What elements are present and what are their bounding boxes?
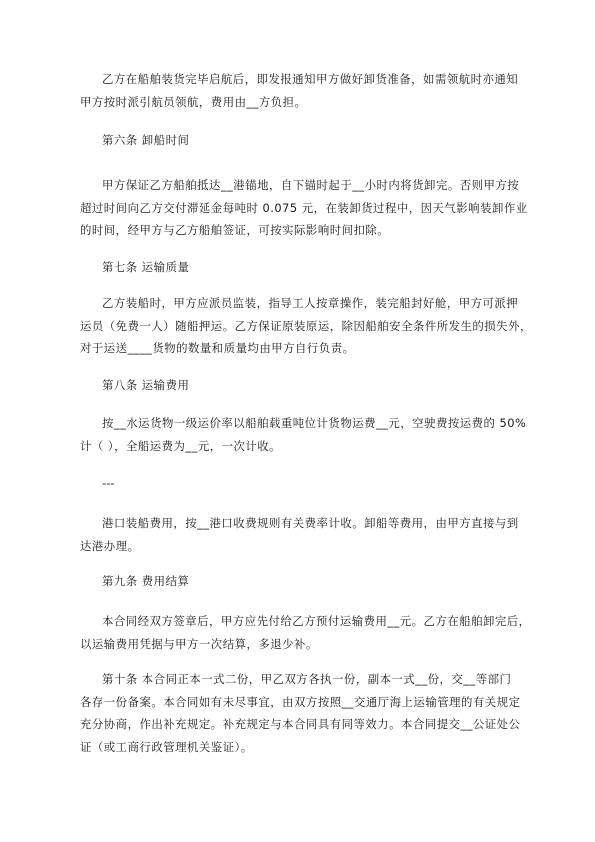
paragraph-fee-settlement <box>80 610 531 655</box>
text-line: 本合同经双方签章后，甲方应先付给乙方预付运输费用__元。乙方在船舶卸完后， <box>102 614 531 628</box>
text-line: 各存一份备案。本合同如有未尽事宜，由双方按照__交通厅海上运输管理的有关规定 <box>80 694 521 709</box>
article-7-heading: 第七条 运输质量 <box>102 260 190 274</box>
text-line: 对于运送____货物的数量和质量均由甲方自行负责。 <box>80 341 355 355</box>
text-line: 甲方按时派引航员领航，费用由__方负担。 <box>80 94 307 109</box>
text-line: 运员（免费一人）随船押运。乙方保证原装原运，除因船舶安全条件所发生的损失外， <box>80 318 532 333</box>
text-line: 按__水运货物一级运价率以船舶载重吨位计货物运费__元，空驶费按运费的 50% <box>102 416 527 430</box>
text-line: 的时间，经甲方与乙方船舶签证，可按实际影响时间扣除。 <box>80 223 390 237</box>
article-6-heading: 第六条 卸船时间 <box>102 133 190 147</box>
paragraph-departure-notice <box>80 68 528 113</box>
paragraph-unloading-time <box>80 174 528 242</box>
article-9-heading: 第九条 费用结算 <box>102 574 190 588</box>
article-8-heading: 第八条 运输费用 <box>102 378 190 392</box>
text-line: 港口装船费用，按__港口收费规则有关费率计收。卸船等费用，由甲方直接与到 <box>102 516 519 530</box>
text-line: 第十条 本合同正本一式二份，甲乙双方各执一份，副本一式__份，交__等部门 <box>102 672 512 686</box>
paragraph-transport-fees <box>80 412 528 457</box>
separator-text: --- <box>102 476 115 490</box>
text-line: 甲方保证乙方船舶抵达__港锚地，自下锚时起于__小时内将货卸完。否则甲方按 <box>102 178 520 192</box>
text-line: 计（ ），全船运费为__元，一次计收。 <box>80 438 282 453</box>
paragraph-port-fees <box>80 512 528 557</box>
paragraph-transport-quality <box>80 292 532 360</box>
text-line: 以运输费用凭据与甲方一次结算，多退少补。 <box>80 636 318 651</box>
text-line: 乙方装船时，甲方应派员监装，指导工人按章操作，装完船封好舱，甲方可派押 <box>102 296 519 310</box>
text-line: 达港办理。 <box>80 538 140 553</box>
paragraph-article-10 <box>80 668 528 758</box>
text-line: 乙方在船舶装货完毕启航后，即发报通知甲方做好卸货准备，如需领航时亦通知 <box>102 72 519 86</box>
text-line: 证（或工商行政管理机关鉴证）。 <box>80 739 253 754</box>
text-line: 充分协商，作出补充规定。补充规定与本合同具有同等效力。本合同提交__公证处公 <box>80 717 521 731</box>
text-line: 超过时间向乙方交付滞延金每吨时 0.075 元，在装卸货过程中，因天气影响装卸作业 <box>80 200 528 215</box>
